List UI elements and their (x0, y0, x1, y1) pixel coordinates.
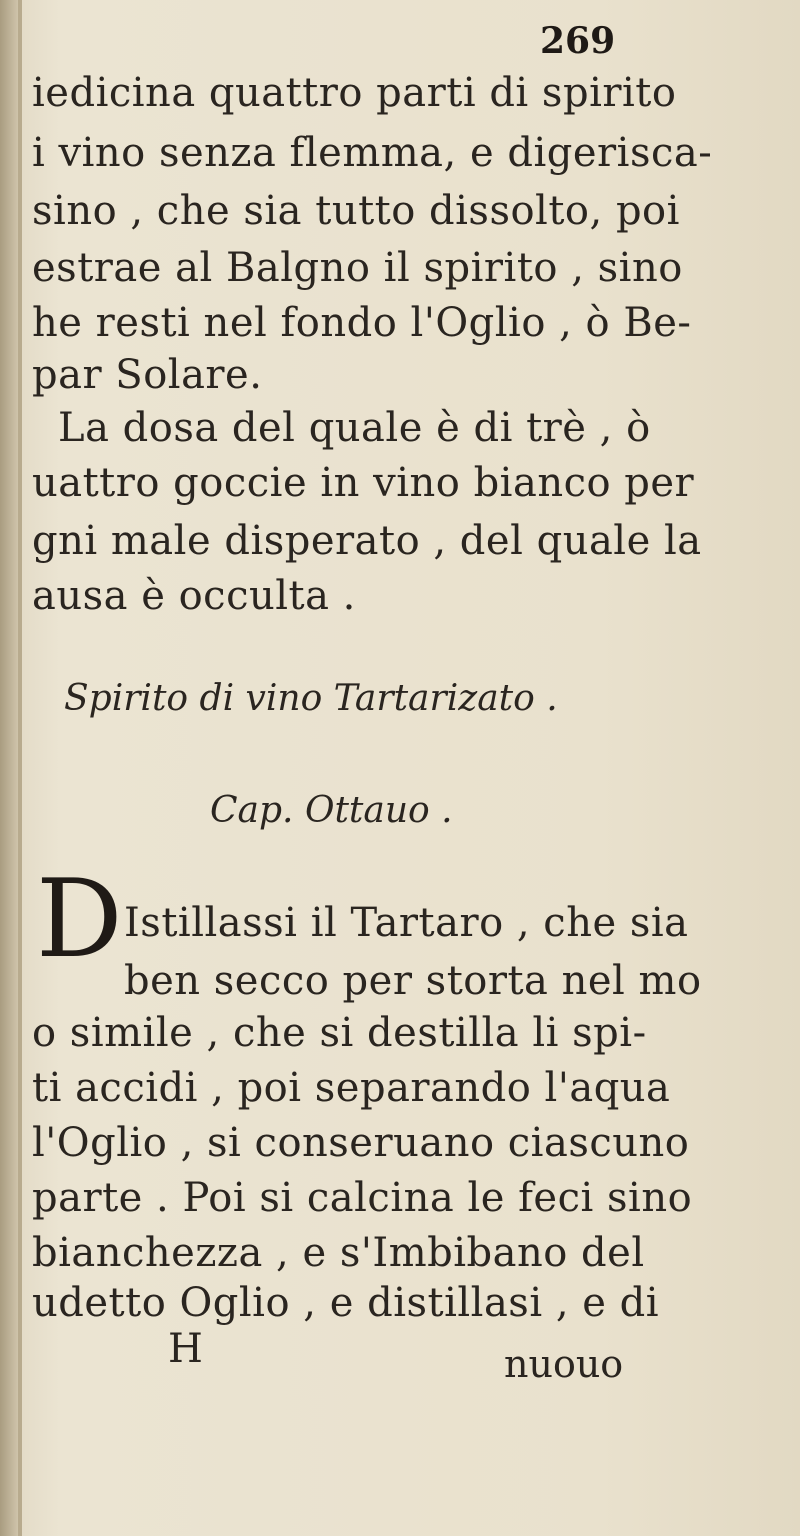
text-line: Istillassi il Tartaro , che sia (124, 900, 689, 946)
text-line: bianchezza , e s'Imbibano del (32, 1230, 645, 1276)
text-line: La dosa del quale è di trè , ò (58, 405, 651, 451)
drop-cap: D (36, 857, 123, 982)
text-line: i vino senza flemma, e digerisca- (32, 130, 713, 176)
catchword: nuouo (504, 1342, 624, 1386)
text-line: ben secco per storta nel mo (124, 958, 702, 1004)
text-line: sino , che sia tutto dissolto, poi (32, 188, 680, 234)
text-line: parte . Poi si calcina le feci sino (32, 1175, 693, 1221)
gutter (18, 0, 22, 1536)
section-title: Spirito di vino Tartarizato . (64, 678, 558, 719)
chapter-heading: Cap. Ottauo . (210, 790, 453, 831)
text-line: estrae al Balgno il spirito , sino (32, 245, 683, 291)
page-number: 269 (540, 20, 616, 62)
text-line: he resti nel fondo l'Oglio , ò Be- (32, 300, 692, 346)
signature-mark: H (168, 1326, 203, 1372)
text-line: ausa è occulta . (32, 573, 356, 619)
gutter-shadow (0, 0, 18, 1536)
text-line: l'Oglio , si conseruano ciascuno (32, 1120, 690, 1166)
text-line: o simile , che si destilla li spi- (32, 1010, 647, 1056)
text-line: uattro goccie in vino bianco per (32, 460, 695, 506)
text-line: udetto Oglio , e distillasi , e di (32, 1280, 660, 1326)
text-line: gni male disperato , del quale la (32, 518, 702, 564)
text-line: iedicina quattro parti di spirito (32, 70, 677, 116)
text-line: par Solare. (32, 352, 263, 398)
text-line: ti accidi , poi separando l'aqua (32, 1065, 671, 1111)
